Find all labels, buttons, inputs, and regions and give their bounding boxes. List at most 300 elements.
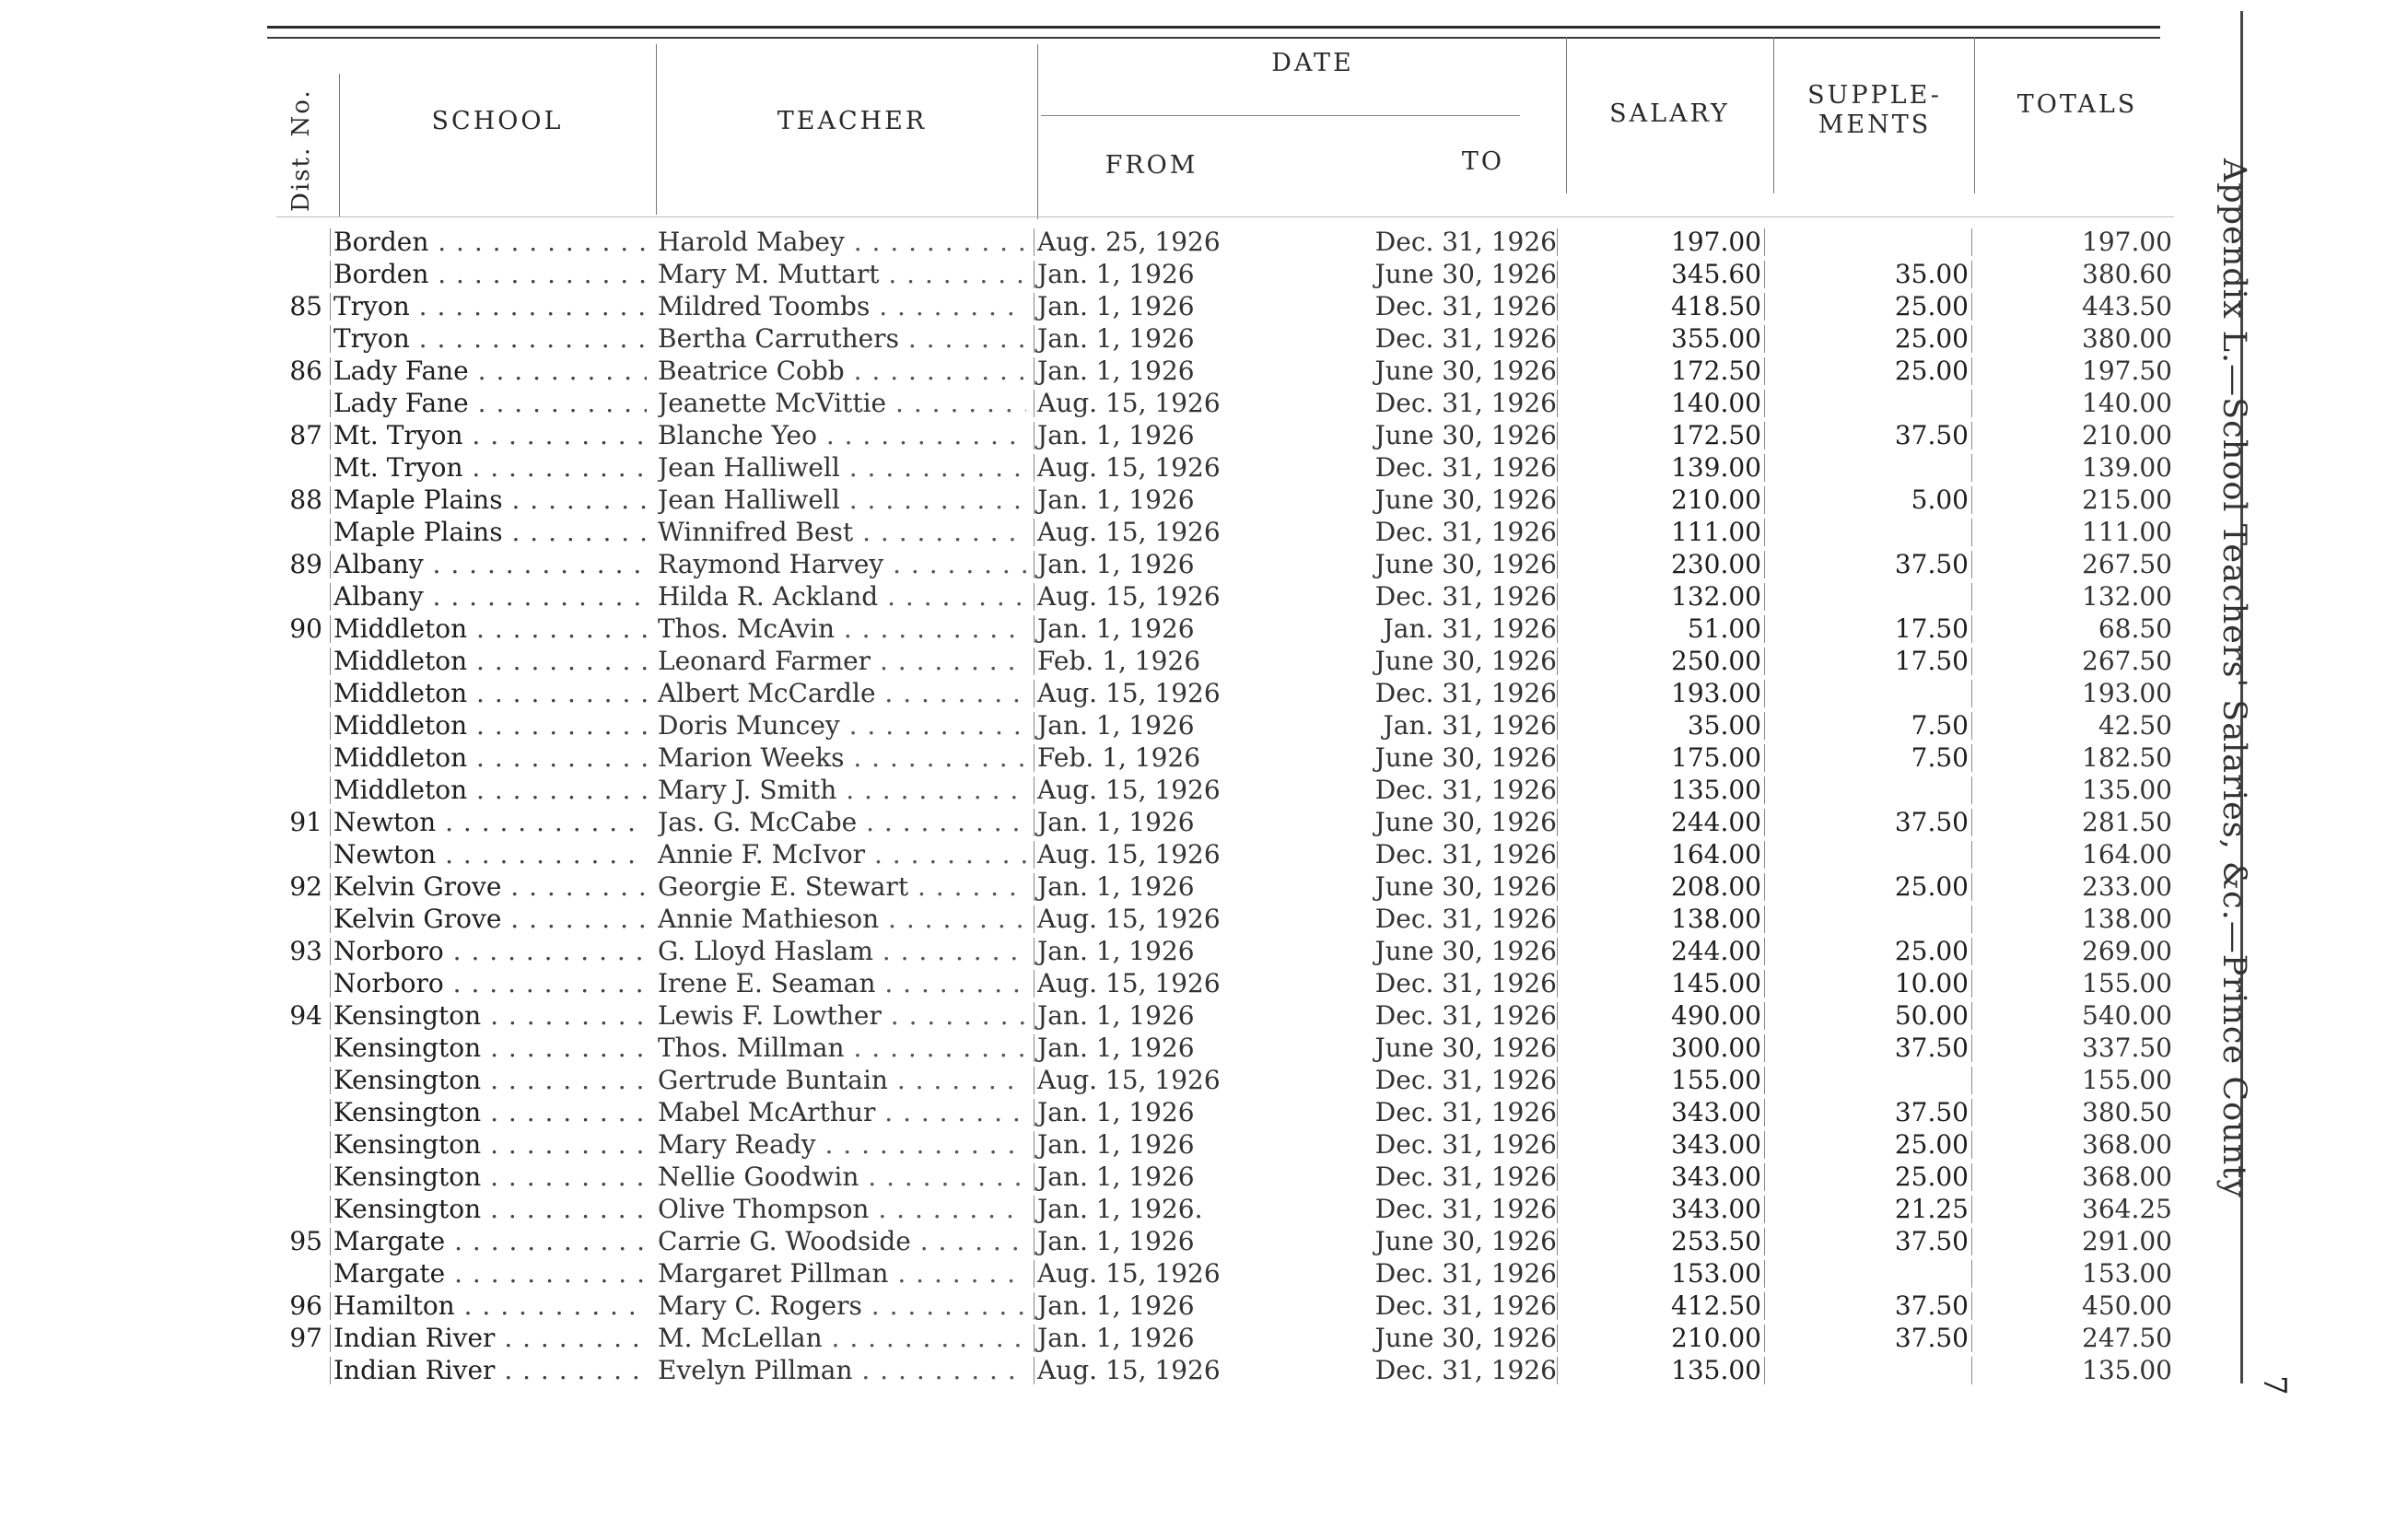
school-cell: Kensington . . . bbox=[333, 1064, 647, 1096]
column-separator bbox=[1034, 551, 1035, 578]
teacher-cell: Hilda R. Ackland . . . bbox=[658, 580, 1026, 613]
column-separator bbox=[330, 712, 331, 740]
page-number: 7 bbox=[2255, 1375, 2293, 1395]
total-cell: 247.50 bbox=[2082, 1323, 2172, 1353]
salary-cell: 172.50 bbox=[1671, 356, 1761, 386]
supplements-cell: 17.50 bbox=[1894, 646, 1969, 676]
from-date-cell: Jan. 1, 1926 bbox=[1037, 549, 1195, 579]
dist-cell: 94 bbox=[289, 1000, 322, 1031]
to-date-cell: Dec. 31, 1926 bbox=[1374, 968, 1557, 998]
from-date-cell: Jan. 1, 1926 bbox=[1037, 420, 1195, 450]
from-date-cell: Aug. 15, 1926 bbox=[1037, 517, 1221, 547]
column-separator bbox=[330, 1099, 331, 1126]
column-separator bbox=[1034, 1260, 1035, 1288]
salary-cell: 155.00 bbox=[1671, 1065, 1761, 1095]
from-date-cell: Jan. 1, 1926 bbox=[1037, 484, 1195, 515]
column-separator bbox=[1764, 1131, 1765, 1159]
total-cell: 281.50 bbox=[2082, 807, 2172, 837]
total-cell: 140.00 bbox=[2082, 388, 2172, 418]
column-separator bbox=[1034, 454, 1035, 482]
column-separator bbox=[1557, 228, 1558, 256]
dist-cell: 88 bbox=[289, 484, 322, 515]
salary-cell: 140.00 bbox=[1671, 388, 1761, 418]
column-separator bbox=[1764, 873, 1765, 901]
to-date-cell: Dec. 31, 1926 bbox=[1374, 678, 1557, 708]
column-separator bbox=[1034, 841, 1035, 869]
teacher-cell: Mabel McArthur . . . bbox=[658, 1096, 1026, 1128]
teacher-cell: Winnifred Best . . . bbox=[658, 516, 1026, 548]
teacher-cell: Doris Muncey . . . bbox=[658, 709, 1026, 741]
from-date-cell: Jan. 1, 1926 bbox=[1037, 1161, 1195, 1192]
column-separator bbox=[1034, 486, 1035, 514]
table-row bbox=[0, 1032, 2211, 1064]
column-separator bbox=[1034, 422, 1035, 449]
column-separator bbox=[1557, 486, 1558, 514]
table-row bbox=[0, 1161, 2211, 1193]
to-date-cell: Dec. 31, 1926 bbox=[1374, 1290, 1557, 1321]
top-rule bbox=[267, 26, 2160, 29]
total-cell: 215.00 bbox=[2082, 484, 2172, 515]
column-separator bbox=[1034, 680, 1035, 707]
column-separator bbox=[1764, 776, 1765, 804]
school-cell: Middleton . . . bbox=[333, 741, 647, 774]
column-separator bbox=[1764, 228, 1765, 256]
from-date-cell: Jan. 1, 1926 bbox=[1037, 1033, 1195, 1063]
column-separator bbox=[1557, 744, 1558, 772]
teacher-cell: Leonard Farmer . . . bbox=[658, 645, 1026, 677]
column-separator bbox=[330, 261, 331, 288]
school-cell: Kensington . . . bbox=[333, 1161, 647, 1193]
column-separator bbox=[330, 615, 331, 643]
to-date-cell: Dec. 31, 1926 bbox=[1374, 1258, 1557, 1289]
to-date-cell: June 30, 1926 bbox=[1374, 1323, 1557, 1353]
teacher-cell: Nellie Goodwin . . . bbox=[658, 1161, 1026, 1193]
table-row bbox=[0, 967, 2211, 999]
teacher-cell: Beatrice Cobb . . . bbox=[658, 355, 1026, 387]
from-date-cell: Aug. 15, 1926 bbox=[1037, 581, 1221, 612]
dist-cell: 85 bbox=[289, 291, 322, 321]
table-row bbox=[0, 484, 2211, 516]
column-separator bbox=[1557, 422, 1558, 449]
to-date-cell: Dec. 31, 1926 bbox=[1374, 1097, 1557, 1127]
school-cell: Kensington . . . bbox=[333, 1032, 647, 1064]
salary-cell: 197.00 bbox=[1671, 227, 1761, 257]
supplements-cell: 37.50 bbox=[1894, 1226, 1969, 1256]
column-separator bbox=[1557, 1260, 1558, 1288]
school-cell: Albany . . . bbox=[333, 548, 647, 580]
column-separator bbox=[1764, 1099, 1765, 1126]
column-separator bbox=[330, 519, 331, 546]
salary-cell: 343.00 bbox=[1671, 1129, 1761, 1160]
column-separator bbox=[1764, 1260, 1765, 1288]
to-date-cell: Dec. 31, 1926 bbox=[1374, 323, 1557, 354]
side-title: Appendix L.—School Teachers' Salaries, &c.—Prince County bbox=[2215, 158, 2252, 1199]
column-separator bbox=[1971, 1325, 1972, 1352]
column-separator bbox=[1557, 905, 1558, 933]
from-date-cell: Jan. 1, 1926 bbox=[1037, 613, 1195, 644]
table-row bbox=[0, 1354, 2211, 1386]
table-row bbox=[0, 419, 2211, 451]
total-cell: 42.50 bbox=[2098, 710, 2172, 741]
column-separator bbox=[330, 1260, 331, 1288]
column-separator bbox=[1971, 648, 1972, 675]
school-cell: Kelvin Grove . . . bbox=[333, 903, 647, 935]
dist-cell: 86 bbox=[289, 356, 322, 386]
column-separator bbox=[1764, 1002, 1765, 1030]
column-separator bbox=[1034, 809, 1035, 836]
column-separator bbox=[1557, 648, 1558, 675]
date-underline bbox=[1041, 115, 1520, 116]
column-separator bbox=[330, 390, 331, 417]
column-separator bbox=[1764, 422, 1765, 449]
column-separator bbox=[330, 454, 331, 482]
supplements-cell: 37.50 bbox=[1894, 549, 1969, 579]
to-date-cell: Dec. 31, 1926 bbox=[1374, 904, 1557, 934]
column-separator bbox=[1034, 712, 1035, 740]
to-date-cell: June 30, 1926 bbox=[1374, 1033, 1557, 1063]
from-date-cell: Jan. 1, 1926 bbox=[1037, 807, 1195, 837]
table-row bbox=[0, 1193, 2211, 1225]
column-separator bbox=[1764, 390, 1765, 417]
teacher-cell: Mary Ready . . . bbox=[658, 1128, 1026, 1161]
column-separator bbox=[1971, 583, 1972, 611]
total-cell: 197.00 bbox=[2082, 227, 2172, 257]
from-date-cell: Aug. 15, 1926 bbox=[1037, 968, 1221, 998]
column-separator bbox=[330, 357, 331, 385]
column-separator bbox=[1034, 357, 1035, 385]
supplements-cell: 35.00 bbox=[1894, 259, 1969, 289]
column-separator bbox=[1971, 325, 1972, 353]
column-separator bbox=[1557, 1002, 1558, 1030]
column-separator bbox=[1764, 357, 1765, 385]
top-rule-secondary bbox=[267, 37, 2160, 39]
to-date-cell: June 30, 1926 bbox=[1374, 646, 1557, 676]
supplements-cell: 37.50 bbox=[1894, 1323, 1969, 1353]
to-date-cell: June 30, 1926 bbox=[1374, 1226, 1557, 1256]
column-separator bbox=[1034, 615, 1035, 643]
column-separator bbox=[1971, 486, 1972, 514]
column-separator bbox=[1034, 970, 1035, 998]
table-row bbox=[0, 355, 2211, 387]
from-date-cell: Jan. 1, 1926 bbox=[1037, 1129, 1195, 1160]
from-date-cell: Jan. 1, 1926 bbox=[1037, 1097, 1195, 1127]
from-date-cell: Aug. 15, 1926 bbox=[1037, 678, 1221, 708]
teacher-cell: Mary J. Smith . . . bbox=[658, 774, 1026, 806]
table-row bbox=[0, 1257, 2211, 1290]
from-date-cell: Jan. 1, 1926 bbox=[1037, 1226, 1195, 1256]
to-date-cell: Dec. 31, 1926 bbox=[1374, 581, 1557, 612]
school-cell: Norboro . . . bbox=[333, 967, 647, 999]
from-date-cell: Aug. 15, 1926 bbox=[1037, 388, 1221, 418]
salary-cell: 153.00 bbox=[1671, 1258, 1761, 1289]
salary-header: SALARY bbox=[1609, 99, 1730, 128]
column-separator bbox=[330, 1163, 331, 1191]
salary-cell: 35.00 bbox=[1687, 710, 1761, 741]
column-separator bbox=[1971, 1196, 1972, 1223]
teacher-cell: Jas. G. McCabe . . . bbox=[658, 806, 1026, 838]
salary-cell: 343.00 bbox=[1671, 1194, 1761, 1224]
total-cell: 269.00 bbox=[2082, 936, 2172, 966]
from-date-cell: Jan. 1, 1926 bbox=[1037, 871, 1195, 902]
salary-cell: 253.50 bbox=[1671, 1226, 1761, 1256]
column-separator bbox=[1764, 712, 1765, 740]
total-cell: 111.00 bbox=[2082, 517, 2172, 547]
from-header: FROM bbox=[1105, 151, 1198, 180]
column-separator bbox=[1557, 1292, 1558, 1320]
salary-cell: 250.00 bbox=[1671, 646, 1761, 676]
school-cell: Margate . . . bbox=[333, 1257, 647, 1290]
supplements-cell: 37.50 bbox=[1894, 1033, 1969, 1063]
column-separator bbox=[1034, 938, 1035, 965]
column-separator bbox=[1557, 583, 1558, 611]
column-separator bbox=[1764, 809, 1765, 836]
salary-cell: 132.00 bbox=[1671, 581, 1761, 612]
teacher-cell: Mary M. Muttart . . . bbox=[658, 258, 1026, 290]
table-row bbox=[0, 1128, 2211, 1161]
column-separator bbox=[1764, 1357, 1765, 1384]
to-date-cell: Jan. 31, 1926 bbox=[1383, 710, 1557, 741]
column-separator bbox=[1034, 390, 1035, 417]
from-date-cell: Jan. 1, 1926. bbox=[1037, 1194, 1203, 1224]
column-separator bbox=[1971, 1163, 1972, 1191]
column-separator bbox=[1764, 454, 1765, 482]
salary-cell: 208.00 bbox=[1671, 871, 1761, 902]
total-cell: 380.60 bbox=[2082, 259, 2172, 289]
column-separator bbox=[1034, 648, 1035, 675]
column-separator bbox=[330, 486, 331, 514]
total-cell: 197.50 bbox=[2082, 356, 2172, 386]
column-separator bbox=[1971, 357, 1972, 385]
to-date-cell: Jan. 31, 1926 bbox=[1383, 613, 1557, 644]
column-separator bbox=[1034, 1131, 1035, 1159]
salary-cell: 145.00 bbox=[1671, 968, 1761, 998]
column-separator bbox=[1971, 1292, 1972, 1320]
teacher-cell: Mary C. Rogers . . . bbox=[658, 1290, 1026, 1322]
to-date-cell: Dec. 31, 1926 bbox=[1374, 1129, 1557, 1160]
total-cell: 291.00 bbox=[2082, 1226, 2172, 1256]
column-separator bbox=[1034, 583, 1035, 611]
header-divider-date bbox=[1566, 37, 1567, 193]
column-separator bbox=[1764, 261, 1765, 288]
column-separator bbox=[1764, 905, 1765, 933]
column-separator bbox=[330, 1034, 331, 1062]
table-row bbox=[0, 1064, 2211, 1096]
header-divider-dist bbox=[339, 74, 340, 216]
total-cell: 443.50 bbox=[2082, 291, 2172, 321]
salary-cell: 210.00 bbox=[1671, 484, 1761, 515]
to-date-cell: Dec. 31, 1926 bbox=[1374, 775, 1557, 805]
from-date-cell: Jan. 1, 1926 bbox=[1037, 1290, 1195, 1321]
school-cell: Kensington . . . bbox=[333, 1193, 647, 1225]
column-separator bbox=[1764, 1163, 1765, 1191]
column-separator bbox=[330, 841, 331, 869]
salary-cell: 355.00 bbox=[1671, 323, 1761, 354]
dist-cell: 89 bbox=[289, 549, 322, 579]
column-separator bbox=[1971, 390, 1972, 417]
column-separator bbox=[330, 776, 331, 804]
table-row bbox=[0, 741, 2211, 774]
total-cell: 182.50 bbox=[2082, 742, 2172, 773]
column-separator bbox=[330, 1067, 331, 1094]
salary-cell: 135.00 bbox=[1671, 1355, 1761, 1385]
column-separator bbox=[1557, 1228, 1558, 1255]
to-date-cell: Dec. 31, 1926 bbox=[1374, 227, 1557, 257]
from-date-cell: Jan. 1, 1926 bbox=[1037, 259, 1195, 289]
salary-cell: 244.00 bbox=[1671, 936, 1761, 966]
column-separator bbox=[1557, 1325, 1558, 1352]
column-separator bbox=[1764, 938, 1765, 965]
column-separator bbox=[1971, 1099, 1972, 1126]
table-row bbox=[0, 1290, 2211, 1322]
to-date-cell: Dec. 31, 1926 bbox=[1374, 1065, 1557, 1095]
school-cell: Indian River . . . bbox=[333, 1354, 647, 1386]
column-separator bbox=[1034, 1292, 1035, 1320]
teacher-cell: Lewis F. Lowther . . . bbox=[658, 999, 1026, 1032]
column-separator bbox=[1971, 551, 1972, 578]
total-cell: 132.00 bbox=[2082, 581, 2172, 612]
salary-cell: 412.50 bbox=[1671, 1290, 1761, 1321]
school-cell: Middleton . . . bbox=[333, 677, 647, 709]
supplements-cell: 25.00 bbox=[1894, 1161, 1969, 1192]
column-separator bbox=[1557, 615, 1558, 643]
total-cell: 380.00 bbox=[2082, 323, 2172, 354]
supplements-cell: 25.00 bbox=[1894, 323, 1969, 354]
total-cell: 368.00 bbox=[2082, 1161, 2172, 1192]
column-separator bbox=[1971, 293, 1972, 321]
table-row bbox=[0, 1322, 2211, 1354]
teacher-cell: Georgie E. Stewart . . . bbox=[658, 870, 1026, 903]
teacher-cell: Bertha Carruthers . . . bbox=[658, 322, 1026, 355]
column-separator bbox=[330, 1292, 331, 1320]
table-row bbox=[0, 806, 2211, 838]
column-separator bbox=[1557, 680, 1558, 707]
supplements-cell: 25.00 bbox=[1894, 356, 1969, 386]
supplements-cell: 50.00 bbox=[1894, 1000, 1969, 1031]
teacher-cell: Annie F. McIvor . . . bbox=[658, 838, 1026, 870]
column-separator bbox=[1971, 938, 1972, 965]
table-row bbox=[0, 677, 2211, 709]
table-row bbox=[0, 226, 2211, 258]
teacher-cell: Albert McCardle . . . bbox=[658, 677, 1026, 709]
column-separator bbox=[1764, 1325, 1765, 1352]
column-separator bbox=[1557, 841, 1558, 869]
column-separator bbox=[1557, 873, 1558, 901]
column-separator bbox=[1034, 744, 1035, 772]
salary-cell: 51.00 bbox=[1687, 613, 1761, 644]
table-row bbox=[0, 645, 2211, 677]
dist-no-header: Dist. No. bbox=[287, 88, 315, 212]
column-separator bbox=[1557, 261, 1558, 288]
dist-cell: 93 bbox=[289, 936, 322, 966]
dist-cell: 96 bbox=[289, 1290, 322, 1321]
school-cell: Mt. Tryon . . . bbox=[333, 419, 647, 451]
total-cell: 135.00 bbox=[2082, 1355, 2172, 1385]
total-cell: 193.00 bbox=[2082, 678, 2172, 708]
column-separator bbox=[1034, 325, 1035, 353]
column-separator bbox=[1034, 1196, 1035, 1223]
teacher-cell: Evelyn Pillman . . . bbox=[658, 1354, 1026, 1386]
school-cell: Lady Fane . . . bbox=[333, 355, 647, 387]
column-separator bbox=[1557, 1034, 1558, 1062]
school-cell: Newton . . . bbox=[333, 806, 647, 838]
column-separator bbox=[1971, 422, 1972, 449]
column-separator bbox=[1971, 1131, 1972, 1159]
teacher-cell: Margaret Pillman . . . bbox=[658, 1257, 1026, 1290]
column-separator bbox=[330, 938, 331, 965]
salary-cell: 175.00 bbox=[1671, 742, 1761, 773]
column-separator bbox=[1971, 905, 1972, 933]
salary-cell: 193.00 bbox=[1671, 678, 1761, 708]
from-date-cell: Jan. 1, 1926 bbox=[1037, 1000, 1195, 1031]
school-cell: Mt. Tryon . . . bbox=[333, 451, 647, 484]
column-separator bbox=[1557, 1099, 1558, 1126]
from-date-cell: Aug. 15, 1926 bbox=[1037, 1355, 1221, 1385]
column-separator bbox=[1034, 1163, 1035, 1191]
dist-cell: 95 bbox=[289, 1226, 322, 1256]
column-separator bbox=[1971, 1357, 1972, 1384]
table-row bbox=[0, 290, 2211, 322]
dist-cell: 91 bbox=[289, 807, 322, 837]
salary-cell: 135.00 bbox=[1671, 775, 1761, 805]
column-separator bbox=[1557, 325, 1558, 353]
column-separator bbox=[1557, 454, 1558, 482]
from-date-cell: Jan. 1, 1926 bbox=[1037, 1323, 1195, 1353]
column-separator bbox=[330, 422, 331, 449]
to-date-cell: Dec. 31, 1926 bbox=[1374, 1161, 1557, 1192]
salary-cell: 139.00 bbox=[1671, 452, 1761, 483]
teacher-cell: Olive Thompson . . . bbox=[658, 1193, 1026, 1225]
column-separator bbox=[1971, 809, 1972, 836]
to-date-cell: June 30, 1926 bbox=[1374, 356, 1557, 386]
teacher-cell: Carrie G. Woodside . . . bbox=[658, 1225, 1026, 1257]
dist-cell: 92 bbox=[289, 871, 322, 902]
to-date-cell: Dec. 31, 1926 bbox=[1374, 291, 1557, 321]
column-separator bbox=[1557, 519, 1558, 546]
table-row bbox=[0, 387, 2211, 419]
salary-cell: 164.00 bbox=[1671, 839, 1761, 870]
from-date-cell: Aug. 15, 1926 bbox=[1037, 452, 1221, 483]
school-cell: Newton . . . bbox=[333, 838, 647, 870]
supplements-cell: 5.00 bbox=[1911, 484, 1969, 515]
table-row bbox=[0, 838, 2211, 870]
column-separator bbox=[1971, 680, 1972, 707]
column-separator bbox=[1971, 873, 1972, 901]
total-cell: 153.00 bbox=[2082, 1258, 2172, 1289]
total-cell: 380.50 bbox=[2082, 1097, 2172, 1127]
column-separator bbox=[1034, 1034, 1035, 1062]
column-separator bbox=[1971, 519, 1972, 546]
from-date-cell: Jan. 1, 1926 bbox=[1037, 356, 1195, 386]
column-separator bbox=[1764, 970, 1765, 998]
school-cell: Kensington . . . bbox=[333, 999, 647, 1032]
column-separator bbox=[1034, 1228, 1035, 1255]
column-separator bbox=[330, 551, 331, 578]
supplements-cell: 37.50 bbox=[1894, 1097, 1969, 1127]
teacher-cell: Gertrude Buntain . . . bbox=[658, 1064, 1026, 1096]
total-cell: 450.00 bbox=[2082, 1290, 2172, 1321]
column-separator bbox=[1034, 1002, 1035, 1030]
column-separator bbox=[1034, 1099, 1035, 1126]
teacher-cell: Jean Halliwell . . . bbox=[658, 484, 1026, 516]
column-separator bbox=[1971, 615, 1972, 643]
column-separator bbox=[1971, 1002, 1972, 1030]
school-cell: Borden . . . bbox=[333, 226, 647, 258]
supplements-cell: 25.00 bbox=[1894, 936, 1969, 966]
column-separator bbox=[330, 1131, 331, 1159]
from-date-cell: Feb. 1, 1926 bbox=[1037, 646, 1201, 676]
teacher-cell: Blanche Yeo . . . bbox=[658, 419, 1026, 451]
table-row bbox=[0, 580, 2211, 613]
